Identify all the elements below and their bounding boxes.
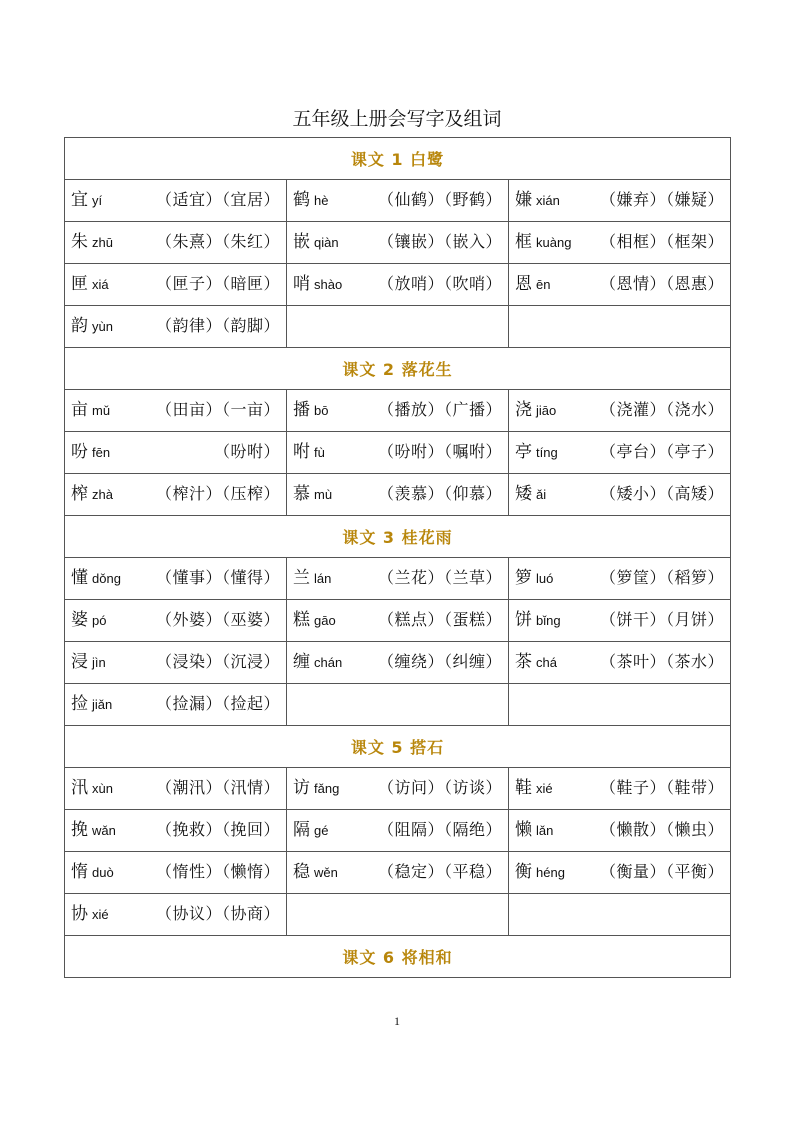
word-entry <box>71 818 280 843</box>
word-examples: （协议）（协商） <box>155 904 280 923</box>
word-examples: （榨汁）（压榨） <box>155 484 280 503</box>
pinyin: xiá <box>92 277 109 292</box>
pinyin: gé <box>314 823 329 838</box>
character: 访 <box>293 778 310 798</box>
word-cell <box>287 600 509 642</box>
word-cell <box>65 222 287 264</box>
word-cell <box>287 684 509 726</box>
word-cell <box>65 600 287 642</box>
section-header-row <box>65 936 731 978</box>
word-entry <box>515 272 724 297</box>
word-entry <box>515 608 724 633</box>
word-examples: （嫌弃）（嫌疑） <box>600 190 725 209</box>
character: 亩 <box>71 400 88 420</box>
word-cell <box>65 306 287 348</box>
pinyin: chá <box>536 655 557 670</box>
page-number: 1 <box>394 1014 400 1028</box>
pinyin: duò <box>92 865 114 880</box>
word-cell <box>509 768 731 810</box>
word-cell <box>509 684 731 726</box>
pinyin: gāo <box>314 613 336 628</box>
table-row <box>65 222 731 264</box>
pinyin: yí <box>92 193 103 208</box>
word-entry <box>71 860 280 885</box>
character: 慕 <box>293 484 310 504</box>
word-examples: （鞋子）（鞋带） <box>600 778 725 797</box>
section-heading: 课文 5 搭石 <box>65 726 731 768</box>
word-examples: （田亩）（一亩） <box>155 400 280 419</box>
word-entry <box>293 188 502 213</box>
character: 惰 <box>71 862 88 882</box>
word-examples: （糕点）（蛋糕） <box>377 610 502 629</box>
word-cell <box>287 306 509 348</box>
character: 糕 <box>293 610 310 630</box>
word-cell <box>65 852 287 894</box>
word-examples: （放哨）（吹哨） <box>377 274 502 293</box>
word-examples: （亭台）（亭子） <box>600 442 725 461</box>
word-cell <box>509 264 731 306</box>
word-cell <box>509 810 731 852</box>
character: 衡 <box>515 862 532 882</box>
word-entry <box>515 230 724 255</box>
word-examples: （浸染）（沉浸） <box>155 652 280 671</box>
word-examples: （访问）（访谈） <box>377 778 502 797</box>
word-entry <box>71 566 280 591</box>
character: 亭 <box>515 442 532 462</box>
word-entry <box>515 566 724 591</box>
word-cell <box>287 222 509 264</box>
pinyin: hè <box>314 193 329 208</box>
table-row <box>65 894 731 936</box>
character: 茶 <box>515 652 532 672</box>
word-examples: （适宜）（宜居） <box>155 190 280 209</box>
section-heading: 课文 2 落花生 <box>65 348 731 390</box>
word-examples: （羡慕）（仰慕） <box>377 484 502 503</box>
pinyin: ēn <box>536 277 551 292</box>
word-examples: （外婆）（巫婆） <box>155 610 280 629</box>
pinyin: jiǎn <box>92 697 113 712</box>
word-entry <box>293 650 502 675</box>
table-row <box>65 180 731 222</box>
pinyin: jìn <box>92 655 106 670</box>
word-cell <box>509 180 731 222</box>
word-examples: （箩筐）（稻箩） <box>600 568 725 587</box>
table-row <box>65 474 731 516</box>
word-entry <box>71 188 280 213</box>
character: 协 <box>71 904 88 924</box>
section-heading: 课文 3 桂花雨 <box>65 516 731 558</box>
word-examples: （懂事）（懂得） <box>155 568 280 587</box>
pinyin: xié <box>92 907 109 922</box>
word-entry <box>293 566 502 591</box>
pinyin: wǎn <box>92 823 116 838</box>
word-examples: （仙鹤）（野鹤） <box>377 190 502 209</box>
word-entry <box>515 860 724 885</box>
word-entry <box>71 650 280 675</box>
word-entry <box>515 440 724 465</box>
word-cell <box>287 264 509 306</box>
word-examples: （播放）（广播） <box>377 400 502 419</box>
word-cell <box>287 390 509 432</box>
word-examples: （阻隔）（隔绝） <box>377 820 502 839</box>
character: 饼 <box>515 610 532 630</box>
word-cell <box>509 558 731 600</box>
word-examples: （潮汛）（汛情） <box>155 778 280 797</box>
word-cell <box>509 852 731 894</box>
pinyin: pó <box>92 613 107 628</box>
word-entry <box>293 818 502 843</box>
character: 懂 <box>71 568 88 588</box>
word-cell <box>509 306 731 348</box>
word-entry <box>71 692 280 717</box>
pinyin: lán <box>314 571 332 586</box>
table-row <box>65 810 731 852</box>
word-cell <box>287 894 509 936</box>
table-row <box>65 558 731 600</box>
pinyin: tíng <box>536 445 558 460</box>
character: 懒 <box>515 820 532 840</box>
word-examples: （朱熹）（朱红） <box>155 232 280 251</box>
character: 播 <box>293 400 310 420</box>
word-examples: （缠绕）（纠缠） <box>377 652 502 671</box>
character: 稳 <box>293 862 310 882</box>
character: 浇 <box>515 400 532 420</box>
word-cell <box>287 558 509 600</box>
character: 吩 <box>71 442 88 462</box>
section-header-row <box>65 138 731 180</box>
word-cell <box>287 642 509 684</box>
pinyin: chán <box>314 655 343 670</box>
word-entry <box>293 482 502 507</box>
word-cell <box>509 390 731 432</box>
word-examples: （矮小）（高矮） <box>600 484 725 503</box>
character: 隔 <box>293 820 310 840</box>
pinyin: xián <box>536 193 560 208</box>
character: 嫌 <box>515 190 532 210</box>
word-examples: （饼干）（月饼） <box>600 610 725 629</box>
word-examples: （吩咐） <box>213 442 280 461</box>
pinyin: luó <box>536 571 554 586</box>
character: 捡 <box>71 694 88 714</box>
character: 哨 <box>293 274 310 294</box>
vocabulary-table <box>64 137 731 978</box>
word-entry <box>515 650 724 675</box>
pinyin: mǔ <box>92 403 111 418</box>
character: 兰 <box>293 568 310 588</box>
table-row <box>65 390 731 432</box>
word-entry <box>293 398 502 423</box>
section-heading: 课文 6 将相和 <box>65 936 731 978</box>
pinyin: qiàn <box>314 235 339 250</box>
character: 矮 <box>515 484 532 504</box>
character: 挽 <box>71 820 88 840</box>
word-entry <box>71 608 280 633</box>
pinyin: zhū <box>92 235 113 250</box>
word-cell <box>509 222 731 264</box>
word-entry <box>71 314 280 339</box>
section-header-row <box>65 348 731 390</box>
character: 匣 <box>71 274 88 294</box>
character: 嵌 <box>293 232 310 252</box>
word-cell <box>509 474 731 516</box>
word-cell <box>65 894 287 936</box>
character: 箩 <box>515 568 532 588</box>
word-examples: （韵律）（韵脚） <box>155 316 280 335</box>
pinyin: bǐng <box>536 613 561 628</box>
word-cell <box>65 390 287 432</box>
word-cell <box>65 684 287 726</box>
pinyin: wěn <box>314 865 338 880</box>
word-entry <box>293 272 502 297</box>
word-entry <box>71 440 280 465</box>
word-entry <box>71 776 280 801</box>
word-entry <box>293 776 502 801</box>
character: 榨 <box>71 484 88 504</box>
character: 咐 <box>293 442 310 462</box>
word-entry <box>293 230 502 255</box>
pinyin: xùn <box>92 781 113 796</box>
word-cell <box>287 474 509 516</box>
word-examples: （匣子）（暗匣） <box>155 274 280 293</box>
table-row <box>65 684 731 726</box>
word-entry <box>515 776 724 801</box>
character: 浸 <box>71 652 88 672</box>
character: 汛 <box>71 778 88 798</box>
table-row <box>65 432 731 474</box>
word-examples: （相框）（框架） <box>600 232 725 251</box>
character: 宜 <box>71 190 88 210</box>
character: 朱 <box>71 232 88 252</box>
word-entry <box>71 482 280 507</box>
word-examples: （兰花）（兰草） <box>377 568 502 587</box>
character: 鞋 <box>515 778 532 798</box>
word-examples: （衡量）（平衡） <box>600 862 725 881</box>
character: 韵 <box>71 316 88 336</box>
pinyin: kuàng <box>536 235 572 250</box>
pinyin: yùn <box>92 319 113 334</box>
word-examples: （惰性）（懒惰） <box>155 862 280 881</box>
word-cell <box>65 642 287 684</box>
table-row <box>65 264 731 306</box>
pinyin: mù <box>314 487 333 502</box>
pinyin: shào <box>314 277 343 292</box>
word-entry <box>515 482 724 507</box>
vocabulary-table-body <box>65 138 731 978</box>
word-cell <box>287 810 509 852</box>
word-cell <box>65 264 287 306</box>
word-examples: （浇灌）（浇水） <box>600 400 725 419</box>
character: 鹤 <box>293 190 310 210</box>
word-cell <box>65 768 287 810</box>
word-cell <box>287 852 509 894</box>
pinyin: ǎi <box>536 487 547 502</box>
section-header-row <box>65 726 731 768</box>
word-entry <box>293 440 502 465</box>
word-cell <box>65 810 287 852</box>
word-cell <box>509 642 731 684</box>
word-cell <box>65 432 287 474</box>
table-row <box>65 768 731 810</box>
page-title: 五年级上册会写字及组词 <box>292 108 502 130</box>
character: 缠 <box>293 652 310 672</box>
word-entry <box>515 398 724 423</box>
pinyin: dǒng <box>92 571 121 586</box>
table-row <box>65 600 731 642</box>
word-examples: （稳定）（平稳） <box>377 862 502 881</box>
character: 框 <box>515 232 532 252</box>
section-header-row <box>65 516 731 558</box>
word-entry <box>515 188 724 213</box>
word-cell <box>65 474 287 516</box>
word-cell <box>509 894 731 936</box>
word-entry <box>293 608 502 633</box>
word-examples: （捡漏）（捡起） <box>155 694 280 713</box>
pinyin: fù <box>314 445 325 460</box>
word-cell <box>65 180 287 222</box>
word-examples: （挽救）（挽回） <box>155 820 280 839</box>
pinyin: fǎng <box>314 781 340 796</box>
word-cell <box>509 432 731 474</box>
word-entry <box>71 902 280 927</box>
pinyin: xié <box>536 781 553 796</box>
word-examples: （懒散）（懒虫） <box>600 820 725 839</box>
table-row <box>65 306 731 348</box>
word-entry <box>293 860 502 885</box>
pinyin: bō <box>314 403 329 418</box>
table-row <box>65 642 731 684</box>
word-cell <box>287 180 509 222</box>
pinyin: héng <box>536 865 565 880</box>
word-cell <box>287 768 509 810</box>
word-entry <box>515 818 724 843</box>
word-cell <box>509 600 731 642</box>
word-cell <box>287 432 509 474</box>
pinyin: jiāo <box>536 403 557 418</box>
word-examples: （茶叶）（茶水） <box>600 652 725 671</box>
word-cell <box>65 558 287 600</box>
character: 婆 <box>71 610 88 630</box>
pinyin: zhà <box>92 487 113 502</box>
section-heading: 课文 1 白鹭 <box>65 138 731 180</box>
word-examples: （恩情）（恩惠） <box>600 274 725 293</box>
word-examples: （吩咐）（嘱咐） <box>377 442 502 461</box>
character: 恩 <box>515 274 532 294</box>
pinyin: lǎn <box>536 823 554 838</box>
word-entry <box>71 230 280 255</box>
pinyin: fēn <box>92 445 111 460</box>
word-entry <box>71 398 280 423</box>
table-row <box>65 852 731 894</box>
word-entry <box>71 272 280 297</box>
word-examples: （镶嵌）（嵌入） <box>377 232 502 251</box>
